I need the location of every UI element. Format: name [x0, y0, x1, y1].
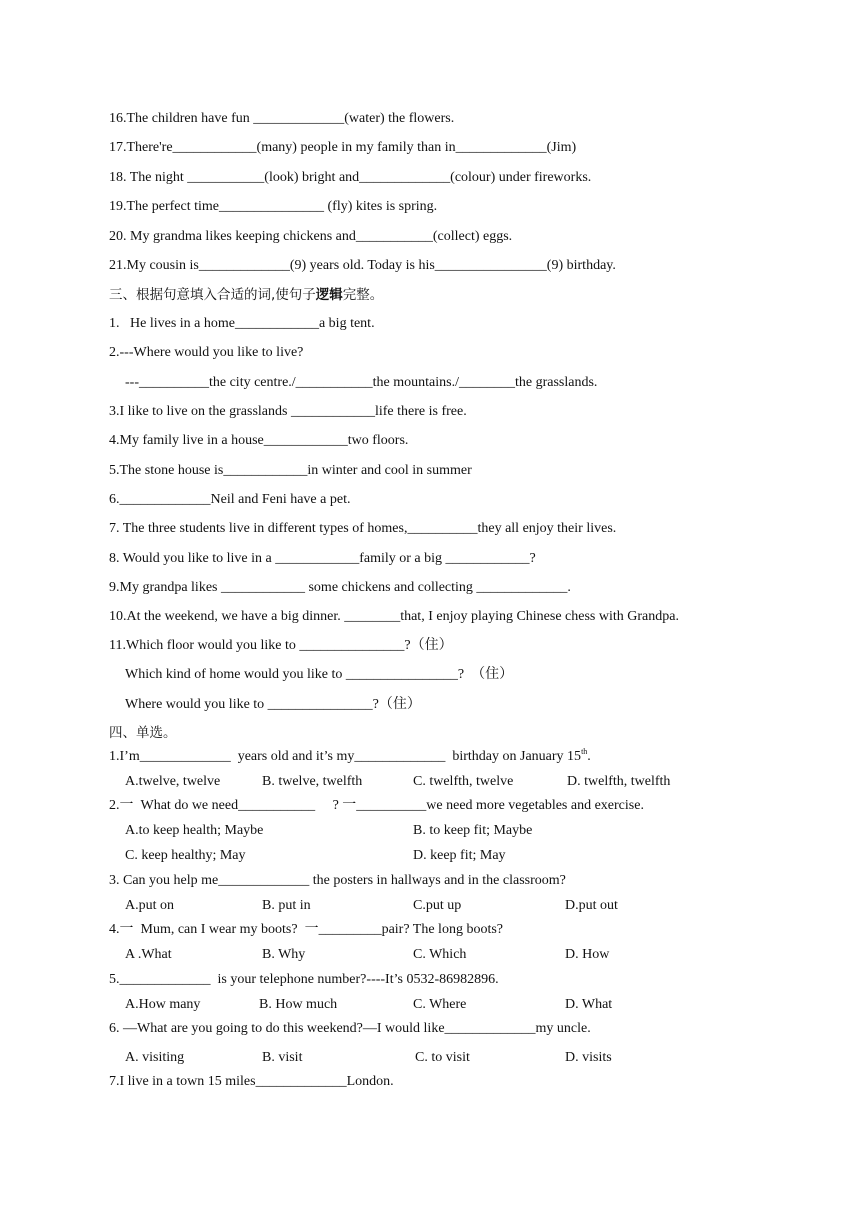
s3-question-5: 5.The stone house is____________in winter and cool in summer [109, 463, 472, 478]
s4-q1-option-b: B. twelve, twelfth [262, 774, 363, 789]
s4-q5-option-b: B. How much [259, 997, 338, 1012]
s4-question-3: 3. Can you help me_____________ the posters in hallways and in the classroom? [109, 873, 566, 888]
s3-question-11b: Which kind of home would you like to ________________? （住） [125, 667, 514, 682]
s4-q6-option-c: C. to visit [415, 1050, 470, 1065]
s4-q1-option-d: D. twelfth, twelfth [567, 774, 671, 789]
question-18: 18. The night ___________(look) bright and_____________(colour) under fireworks. [109, 170, 592, 185]
question-20: 20. My grandma likes keeping chickens and___________(collect) eggs. [109, 229, 513, 244]
s4-q6-option-b: B. visit [262, 1050, 303, 1065]
s4-question-4: 4.一 Mum, can I wear my boots? 一_________pair? The long boots? [109, 922, 504, 937]
s4-q4-option-c: C. Which [413, 947, 467, 962]
s4-q5-option-c: C. Where [413, 997, 467, 1012]
question-16: 16.The children have fun _____________(water) the flowers. [109, 111, 455, 126]
s3-question-4: 4.My family live in a house____________two floors. [109, 433, 409, 448]
s4-q1-option-c: C. twelfth, twelve [413, 774, 514, 789]
s4-q4-option-d: D. How [565, 947, 610, 962]
s4-q6-option-a: A. visiting [125, 1050, 185, 1065]
s4-q1-option-a: A.twelve, twelve [125, 774, 221, 789]
s3-question-7: 7. The three students live in different types of homes,__________they all enjoy their lives. [109, 521, 617, 536]
s4-q3-option-c: C.put up [413, 898, 462, 913]
question-17: 17.There're____________(many) people in my family than in_____________(Jim) [109, 140, 577, 155]
s4-question-6: 6. —What are you going to do this weekend?—I would like_____________my uncle. [109, 1021, 591, 1036]
s4-question-5: 5._____________ is your telephone number?----It’s 0532-86982896. [109, 972, 499, 987]
s3-question-8: 8. Would you like to live in a ____________family or a big ____________? [109, 551, 536, 566]
s4-q2-option-a: A.to keep health; Maybe [125, 823, 264, 838]
question-21: 21.My cousin is_____________(9) years old. Today is his________________(9) birthday. [109, 258, 616, 273]
s4-question-1: 1.I’m_____________ years old and it’s my_____________ birthday on January 15th. [109, 747, 591, 764]
s3-question-11: 11.Which floor would you like to _______________?（住） [109, 638, 453, 653]
s4-question-2: 2.一 What do we need___________ ? 一__________we need more vegetables and exercise. [109, 798, 644, 813]
s4-q5-option-a: A.How many [125, 997, 201, 1012]
s4-q3-option-b: B. put in [262, 898, 311, 913]
s4-q6-option-d: D. visits [565, 1050, 612, 1065]
s4-q2-option-c: C. keep healthy; May [125, 848, 246, 863]
s3-question-2: 2.---Where would you like to live? [109, 345, 304, 360]
s4-q3-option-a: A.put on [125, 898, 174, 913]
s3-question-1: 1. He lives in a home____________a big tent. [109, 316, 375, 331]
s4-q2-option-d: D. keep fit; May [413, 848, 506, 863]
s4-q2-option-b: B. to keep fit; Maybe [413, 823, 533, 838]
s3-question-6: 6._____________Neil and Feni have a pet. [109, 492, 351, 507]
section-3-heading: 三、根据句意填入合适的词,使句子逻辑完整。 [109, 287, 384, 303]
ordinal-suffix: th [581, 747, 588, 756]
s3-question-9: 9.My grandpa likes ____________ some chickens and collecting _____________. [109, 580, 571, 595]
s3-question-2-answer: ---__________the city centre./___________the mountains./________the grasslands. [125, 375, 598, 390]
s3-question-3: 3.I like to live on the grasslands ____________life there is free. [109, 404, 467, 419]
s3-question-10: 10.At the weekend, we have a big dinner. ________that, I enjoy playing Chinese chess with Grandpa. [109, 609, 679, 624]
s3-question-11c: Where would you like to _______________?（住） [125, 697, 421, 712]
s4-q5-option-d: D. What [565, 997, 613, 1012]
question-19: 19.The perfect time_______________ (fly) kites is spring. [109, 199, 438, 214]
s4-q3-option-d: D.put out [565, 898, 618, 913]
section-4-heading: 四、单选。 [109, 725, 177, 741]
s4-question-7: 7.I live in a town 15 miles_____________London. [109, 1074, 394, 1089]
s4-q4-option-a: A .What [125, 947, 172, 962]
s4-q4-option-b: B. Why [262, 947, 306, 962]
